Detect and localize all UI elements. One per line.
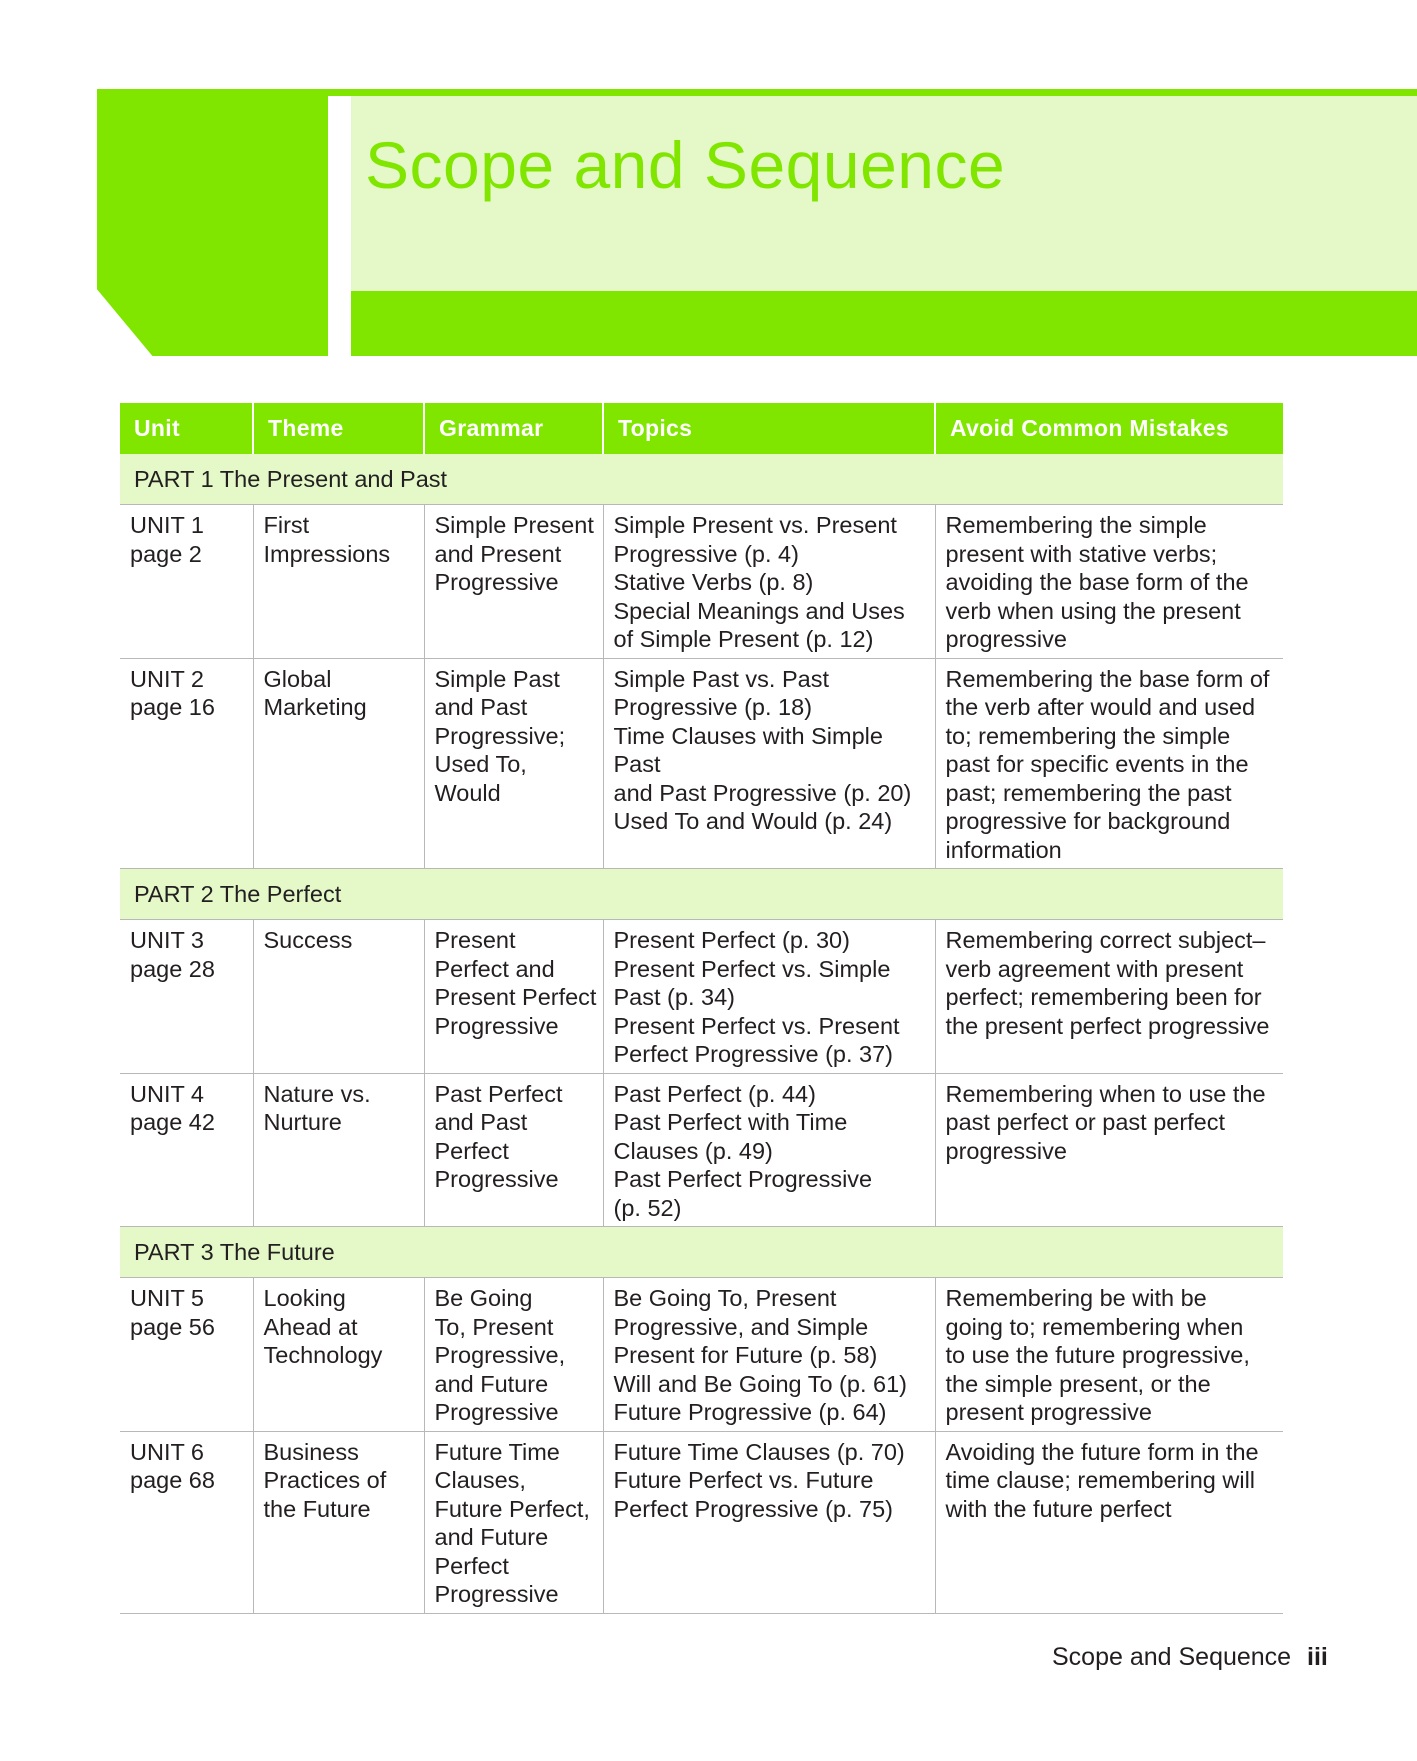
part-label: PART 2 The Perfect — [120, 869, 1283, 920]
header-bar — [351, 291, 1417, 356]
table-row — [120, 505, 1283, 659]
page-number: iii — [1307, 1643, 1328, 1671]
unit-cell: UNIT 2 page 16 — [120, 658, 253, 869]
column-header-mistakes: Avoid Common Mistakes — [935, 403, 1283, 454]
theme-cell: First Impressions — [253, 505, 424, 659]
topics-cell: Present Perfect (p. 30) Present Perfect vs. Simple Past (p. 34) Present Perfect vs. Present Perfect Progressive (p. 37) — [603, 920, 935, 1074]
part-row — [120, 1227, 1283, 1278]
topics-cell: Future Time Clauses (p. 70) Future Perfect vs. Future Perfect Progressive (p. 75) — [603, 1431, 935, 1613]
column-header-topics: Topics — [603, 403, 935, 454]
table-row — [120, 1073, 1283, 1227]
theme-cell: Looking Ahead at Technology — [253, 1278, 424, 1432]
footer-label: Scope and Sequence — [1052, 1643, 1292, 1671]
part-row — [120, 454, 1283, 505]
part-label: PART 1 The Present and Past — [120, 454, 1283, 505]
mistakes-cell: Avoiding the future form in the time clause; remembering will with the future perfect — [935, 1431, 1283, 1613]
grammar-cell: Be Going To, Present Progressive, and Future Progressive — [424, 1278, 603, 1432]
mistakes-cell: Remembering correct subject– verb agreement with present perfect; remembering been for the present perfect progressive — [935, 920, 1283, 1074]
grammar-cell: Future Time Clauses, Future Perfect, and Future Perfect Progressive — [424, 1431, 603, 1613]
topics-cell: Be Going To, Present Progressive, and Simple Present for Future (p. 58) Will and Be Going To (p. 61) Future Progressive (p. 64) — [603, 1278, 935, 1432]
mistakes-cell: Remembering the simple present with stative verbs; avoiding the base form of the verb when using the present progressive — [935, 505, 1283, 659]
table-row — [120, 1278, 1283, 1432]
theme-cell: Global Marketing — [253, 658, 424, 869]
theme-cell: Business Practices of the Future — [253, 1431, 424, 1613]
grammar-cell: Present Perfect and Present Perfect Progressive — [424, 920, 603, 1074]
grammar-cell: Simple Past and Past Progressive; Used To, Would — [424, 658, 603, 869]
unit-cell: UNIT 3 page 28 — [120, 920, 253, 1074]
page-title: Scope and Sequence — [365, 128, 1006, 202]
topics-cell: Simple Past vs. Past Progressive (p. 18) Time Clauses with Simple Past and Past Progressive (p. 20) Used To and Would (p. 24) — [603, 658, 935, 869]
unit-cell: UNIT 6 page 68 — [120, 1431, 253, 1613]
mistakes-cell: Remembering be with be going to; remembering when to use the future progressive, the simple present, or the present progressive — [935, 1278, 1283, 1432]
table-header-row — [120, 403, 1283, 454]
column-header-grammar: Grammar — [424, 403, 603, 454]
unit-cell: UNIT 1 page 2 — [120, 505, 253, 659]
header-top-line — [328, 89, 1417, 96]
grammar-cell: Simple Present and Present Progressive — [424, 505, 603, 659]
table-row — [120, 658, 1283, 869]
scope-table — [120, 403, 1283, 1614]
theme-cell: Nature vs. Nurture — [253, 1073, 424, 1227]
column-header-theme: Theme — [253, 403, 424, 454]
topics-cell: Past Perfect (p. 44) Past Perfect with Time Clauses (p. 49) Past Perfect Progressive (p. 52) — [603, 1073, 935, 1227]
table-row — [120, 920, 1283, 1074]
table-row — [120, 1431, 1283, 1613]
part-row — [120, 869, 1283, 920]
grammar-cell: Past Perfect and Past Perfect Progressive — [424, 1073, 603, 1227]
topics-cell: Simple Present vs. Present Progressive (p. 4) Stative Verbs (p. 8) Special Meanings and Uses of Simple Present (p. 12) — [603, 505, 935, 659]
header-left-block — [97, 89, 328, 356]
unit-cell: UNIT 4 page 42 — [120, 1073, 253, 1227]
column-header-unit: Unit — [120, 403, 253, 454]
part-label: PART 3 The Future — [120, 1227, 1283, 1278]
unit-cell: UNIT 5 page 56 — [120, 1278, 253, 1432]
mistakes-cell: Remembering the base form of the verb after would and used to; remembering the simple past for specific events in the past; remembering the past progressive for background information — [935, 658, 1283, 869]
mistakes-cell: Remembering when to use the past perfect or past perfect progressive — [935, 1073, 1283, 1227]
theme-cell: Success — [253, 920, 424, 1074]
